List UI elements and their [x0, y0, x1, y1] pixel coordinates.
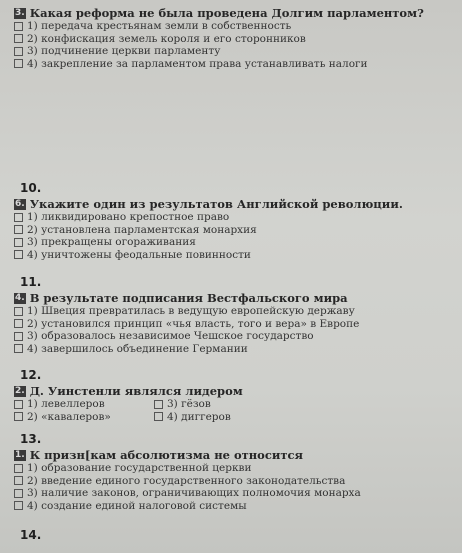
answer-option-1[interactable]: 1) Швеция превратилась в ведущую европейскую державу [14, 305, 458, 318]
answer-option-4[interactable]: 4) уничтожены феодальные повинности [14, 249, 458, 262]
answer-option-2[interactable]: 2) установлена парламентская монархия [14, 224, 458, 237]
question-badge: 3. [15, 7, 25, 18]
answer-option-1[interactable]: 1) образование государственной церкви [14, 462, 458, 475]
checkbox-icon[interactable] [14, 213, 23, 222]
checkbox-icon[interactable] [14, 47, 23, 56]
question-text [14, 448, 458, 462]
question-text [14, 291, 458, 305]
answer-column-left [14, 398, 154, 423]
question-number-12: 12. [20, 368, 42, 382]
question-label: Какая реформа не была проведена Долгим парламентом? [29, 6, 424, 20]
answer-option-2[interactable]: 2) конфискация земель короля и его сторонников [14, 33, 458, 46]
question-number-11: 11. [20, 275, 42, 289]
checkbox-icon[interactable] [14, 332, 23, 341]
answer-option-1[interactable]: 1) ликвидировано крепостное право [14, 211, 458, 224]
checkbox-icon[interactable] [14, 34, 23, 43]
question-badge: 2. [15, 385, 25, 396]
question-block-10 [14, 197, 458, 261]
question-badge: 4. [15, 292, 25, 303]
answer-columns [14, 398, 458, 423]
question-text [14, 6, 458, 20]
checkbox-icon[interactable] [14, 412, 23, 421]
checkbox-icon[interactable] [14, 501, 23, 510]
answer-option-4[interactable]: 4) закрепление за парламентом права устанавливать налоги [14, 58, 458, 71]
checkbox-icon[interactable] [14, 489, 23, 498]
checkbox-icon[interactable] [14, 22, 23, 31]
question-badge: 6. [15, 198, 25, 209]
answer-option-4[interactable]: 4) диггеров [154, 411, 294, 424]
checkbox-icon[interactable] [14, 307, 23, 316]
answer-option-1[interactable]: 1) левеллеров [14, 398, 154, 411]
question-block-3 [14, 6, 458, 70]
answer-option-3[interactable]: 3) подчинение церкви парламенту [14, 45, 458, 58]
checkbox-icon[interactable] [14, 344, 23, 353]
question-label: В результате подписания Вестфальского мира [29, 291, 348, 305]
answer-option-2[interactable]: 2) введение единого государственного законодательства [14, 475, 458, 488]
question-badge: 1. [15, 449, 25, 460]
answer-option-2[interactable]: 2) установился принцип «чья власть, того и вера» в Европе [14, 318, 458, 331]
checkbox-icon[interactable] [14, 319, 23, 328]
question-number-10: 10. [20, 181, 42, 195]
answer-option-3[interactable]: 3) образовалось независимое Чешское государство [14, 330, 458, 343]
question-text [14, 384, 458, 398]
question-block-11 [14, 291, 458, 355]
question-block-12 [14, 384, 458, 423]
question-number-14: 14. [20, 528, 42, 542]
checkbox-icon[interactable] [14, 59, 23, 68]
checkbox-icon[interactable] [14, 250, 23, 259]
answer-option-4[interactable]: 4) создание единой налоговой системы [14, 500, 458, 513]
answer-option-2[interactable]: 2) «кавалеров» [14, 411, 154, 424]
checkbox-icon[interactable] [14, 400, 23, 409]
question-label: К призн[кам абсолютизма не относится [29, 448, 303, 462]
checkbox-icon[interactable] [14, 225, 23, 234]
checkbox-icon[interactable] [14, 238, 23, 247]
checkbox-icon[interactable] [154, 400, 163, 409]
question-block-13 [14, 448, 458, 512]
checkbox-icon[interactable] [14, 464, 23, 473]
question-label: Укажите один из результатов Английской революции. [29, 197, 403, 211]
answer-option-4[interactable]: 4) завершилось объединение Германии [14, 343, 458, 356]
question-label: Д. Уинстенли являлся лидером [29, 384, 243, 398]
question-text [14, 197, 458, 211]
answer-option-3[interactable]: 3) наличие законов, ограничивающих полномочия монарха [14, 487, 458, 500]
answer-option-1[interactable]: 1) передача крестьянам земли в собственность [14, 20, 458, 33]
answer-column-right [154, 398, 294, 423]
checkbox-icon[interactable] [14, 476, 23, 485]
answer-option-3[interactable]: 3) гёзов [154, 398, 294, 411]
answer-option-3[interactable]: 3) прекращены огораживания [14, 236, 458, 249]
question-number-13: 13. [20, 432, 42, 446]
checkbox-icon[interactable] [154, 412, 163, 421]
